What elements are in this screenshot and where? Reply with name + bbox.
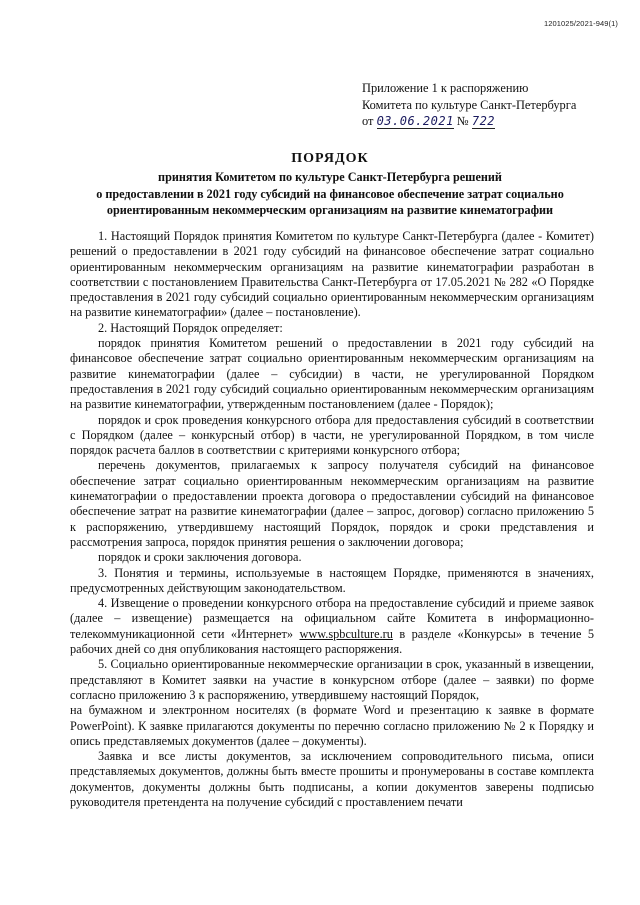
paragraph-4-text-b: в разделе «Конкурсы» в течение 5 рабочих дней со дня опубликования настоящего распоряжения. <box>70 626 594 657</box>
paragraph-5-continued: на бумажном и электронном носителях (в формате Word и презентацию к заявке в формате PowerPoint). К заявке прилагаются документы по перечню согласно приложению № 2 к Порядку и опись представляемых документов (далее – документы). <box>70 703 594 748</box>
document-title <box>70 151 590 219</box>
paragraph-2-item-2: порядок и срок проведения конкурсного отбора для предоставления субсидий в соответствии с Порядком (далее – конкурсный отбор) в части, не урегулированной Порядком, в том числе порядок расчета баллов в соответствии с критериями конкурсного отбора; <box>70 412 594 458</box>
website-link[interactable]: www.spbculture.ru <box>299 626 393 641</box>
annex-line-1: Приложение 1 к распоряжению <box>362 81 529 95</box>
annex-header <box>362 80 622 130</box>
title-line-1: принятия Комитетом по культуре Санкт-Петербурга решений <box>158 170 502 185</box>
paragraph-2-item-1: порядок принятия Комитетом решений о предоставлении в 2021 году субсидий на финансовое обеспечение затрат социально ориентированным некоммерческим организациям на развитие кинематографии (далее – субсидии) в части, не урегулированной Порядком предоставления в 2021 году субсидий социально ориентированным некоммерческим организациям на развитие кинематографии, утвержденным постановлением (далее - Порядок); <box>70 336 594 412</box>
paragraph-6: Заявка и все листы документов, за исключением сопроводительного письма, описи представляемых документов, должны быть вместе прошиты и пронумерованы в составе комплекта документов, документы должны быть подписаны, а копии документов заверены подписью руководителя претендента на получение субсидий с проставлением печати <box>70 749 594 809</box>
annex-number-prefix: № <box>456 114 469 129</box>
paragraph-2: 2. Настоящий Порядок определяет: <box>98 320 283 335</box>
annex-date-prefix: от <box>362 114 374 129</box>
annex-line-2: Комитета по культуре Санкт-Петербурга <box>362 97 577 112</box>
title-line-3: ориентированным некоммерческим организациям на развитие кинематографии <box>106 203 554 218</box>
paragraph-5: 5. Социально ориентированные некоммерческие организации в срок, указанный в извещении, представляют в Комитет заявки на участие в конкурсном отборе (далее – заявки) по форме согласно приложению 3 к распоряжению, утвердившему настоящий Порядок, <box>70 657 594 702</box>
paragraph-4 <box>70 596 594 657</box>
document-body <box>70 229 594 810</box>
paragraph-3: 3. Понятия и термины, используемые в настоящем Порядке, применяются в значениях, предусмотренных действующим законодательством. <box>70 565 594 595</box>
paragraph-2-item-4: порядок и сроки заключения договора. <box>98 550 302 565</box>
title-line-2: о предоставлении в 2021 году субсидий на финансовое обеспечение затрат социально <box>96 186 564 201</box>
annex-date-handwritten: 03.06.2021 <box>376 114 454 129</box>
annex-date-line <box>362 113 622 130</box>
paragraph-1: 1. Настоящий Порядок принятия Комитетом по культуре Санкт-Петербурга (далее - Комитет) решений о предоставлении в 2021 году субсидий на финансовое обеспечение затрат социально ориентированным некоммерческим организациям на развитие кинематографии разработан в соответствии с постановлением Правительства Санкт-Петербурга от 17.05.2021 № 282 «О Порядке предоставления в 2021 году субсидий социально ориентированным некоммерческим организациям на развитие кинематографии» (далее – постановление). <box>70 229 594 320</box>
title-heading: ПОРЯДОК <box>291 151 369 166</box>
annex-number-handwritten: 722 <box>471 114 496 129</box>
paragraph-4-text-a: 4. Извещение о проведении конкурсного отбора на предоставление субсидий и приеме заявок (далее – извещение) размещается на официальном сайте Комитета в информационно-телекоммуникационной сети «Интернет» <box>70 596 594 641</box>
document-number: 1201025/2021-949(1) <box>543 19 618 28</box>
paragraph-2-item-3: перечень документов, прилагаемых к запросу получателя субсидий на финансовое обеспечение затрат социально ориентированным некоммерческим организациям на развитие кинематографии о предоставлении проекта договора о предоставлении субсидий на финансовое обеспечение затрат на развитие кинематографии (далее – запрос, договор) согласно приложению 5 к распоряжению, утвердившему настоящий Порядок, порядок и сроки представления и рассмотрения запроса, порядок принятия решения о заключении договора; <box>70 458 594 549</box>
